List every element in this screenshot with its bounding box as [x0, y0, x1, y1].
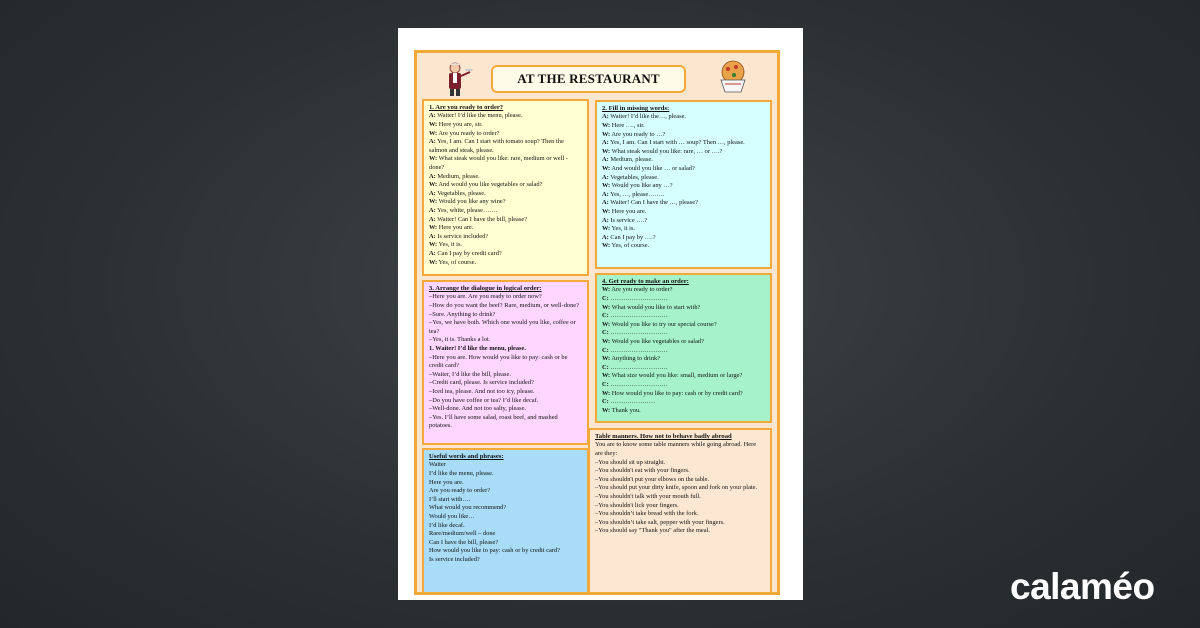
line-text: –You shouldn't lick your fingers.: [595, 501, 679, 509]
speaker-label: W:: [429, 224, 438, 232]
dialogue-line: [429, 121, 582, 130]
dialogue-line: [429, 556, 582, 565]
speaker-label: W:: [602, 147, 611, 155]
dialogue-line: [429, 233, 582, 242]
speaker-label: A:: [429, 138, 436, 146]
section-heading: 3. Arrange the dialogue in logical order:: [429, 285, 542, 292]
dialogue-line: [595, 519, 765, 528]
dialogue-line: [595, 441, 765, 458]
line-text: –You shouldn't eat with your fingers.: [595, 467, 690, 475]
dialogue-line: [429, 461, 582, 470]
line-text: Would you like vegetables or salad?: [610, 337, 704, 345]
line-text: I’d like decaf.: [429, 521, 465, 529]
line-text: Yes, I am. Can I start with tomato soup? Then the salmon and steak, please.: [429, 138, 564, 154]
dialogue-line: [602, 312, 765, 321]
line-text: Here you are, sir.: [437, 121, 483, 128]
line-text: Waiter! Can I have the …, please?: [608, 199, 698, 207]
dialogue-line: [429, 345, 582, 354]
dialogue-line: [602, 182, 765, 191]
dialogue-line: [602, 381, 765, 390]
line-text: ………………………: [608, 346, 668, 354]
line-text: You are to know some table manners while going abroad. Here are they:: [595, 441, 757, 457]
section-arrange-dialogue: [422, 280, 589, 445]
speaker-label: W:: [602, 207, 611, 215]
speaker-label: A:: [602, 199, 609, 207]
line-text: Are you ready to order?: [437, 129, 500, 137]
dialogue-line: [602, 364, 765, 373]
dialogue-line: [429, 405, 582, 414]
speaker-label: C:: [602, 363, 609, 371]
calameo-logo[interactable]: calaméo: [1010, 566, 1155, 607]
line-text: Can I have the bill, please?: [429, 538, 499, 546]
speaker-label: A:: [429, 232, 436, 240]
speaker-label: W:: [429, 241, 438, 249]
dialogue-line: [602, 398, 765, 407]
line-text: Are you ready to order?: [429, 487, 491, 495]
dialogue-line: [602, 113, 765, 122]
line-text: –Iced tea, please. And not too icy, please.: [429, 387, 535, 395]
line-text: –You shouldn’t take bread with the fork.: [595, 510, 699, 518]
dialogue-line: [602, 122, 765, 131]
dialogue-line: [602, 131, 765, 140]
dialogue-line: [602, 321, 765, 330]
dialogue-line: [595, 527, 765, 536]
line-text: –You should put your dirty knife, spoon and fork on your plate.: [595, 484, 758, 492]
line-text: What size would you like: small, medium or large?: [610, 372, 743, 380]
dialogue-line: [602, 295, 765, 304]
line-text: ………………………: [608, 380, 668, 388]
dialogue-line: [429, 496, 582, 505]
dialogue-line: [602, 199, 765, 208]
speaker-label: A:: [429, 215, 436, 223]
speaker-label: A:: [429, 172, 436, 180]
line-text: Are you ready to …?: [610, 130, 666, 138]
line-text: Can I pay by credit card?: [435, 249, 502, 257]
section-heading: 4. Get ready to make an order:: [602, 278, 689, 285]
dialogue-line: [429, 547, 582, 556]
dialogue-line: [429, 293, 582, 302]
speaker-label: 1. Waiter! I’d like the menu, please.: [429, 344, 526, 352]
line-text: Would you like any wine?: [437, 198, 506, 206]
line-text: Is service included?: [435, 232, 489, 240]
line-text: Is service included?: [429, 555, 480, 563]
dialogue-line: [429, 414, 582, 431]
dialogue-line: [595, 476, 765, 485]
dialogue-line: [429, 259, 582, 268]
speaker-label: W:: [429, 198, 438, 206]
line-text: I’ll start with….: [429, 495, 471, 503]
speaker-label: A:: [429, 249, 436, 257]
dialogue-line: [429, 530, 582, 539]
dialogue-line: [429, 388, 582, 397]
line-text: Waiter: [429, 461, 446, 469]
line-text: ………………………: [608, 312, 668, 320]
speaker-label: W:: [602, 130, 611, 138]
line-text: –You shouldn't talk with your mouth full.: [595, 492, 701, 500]
line-text: I’d like the menu, please.: [429, 470, 494, 477]
speaker-label: A:: [602, 156, 609, 164]
speaker-label: W:: [602, 355, 611, 363]
line-text: …………………: [608, 398, 656, 406]
dialogue-line: [602, 208, 765, 217]
dialogue-line: [602, 338, 765, 347]
dialogue-line: [602, 225, 765, 234]
speaker-label: A:: [429, 112, 436, 120]
dialogue-line: [595, 510, 765, 519]
line-text: Would you like any …?: [610, 182, 673, 190]
speaker-label: A:: [429, 206, 436, 214]
dialogue-line: [602, 165, 765, 174]
line-text: What would you recommend?: [429, 504, 507, 512]
speaker-label: W:: [429, 258, 438, 266]
dialogue-line: [602, 347, 765, 356]
dialogue-line: [429, 181, 582, 190]
dialogue-line: [429, 224, 582, 233]
line-text: –Sure. Anything to drink?: [429, 310, 496, 318]
line-text: –Yes, it is. Thanks a lot.: [429, 336, 491, 344]
line-text: Yes, I am. Can I start with … soup? Then …, please.: [608, 139, 745, 147]
speaker-label: A:: [602, 139, 609, 147]
section-make-an-order: [595, 273, 772, 423]
speaker-label: W:: [602, 372, 611, 380]
dialogue-line: [602, 355, 765, 364]
dialogue-line: [595, 493, 765, 502]
dialogue-line: [602, 329, 765, 338]
line-text: Here you are.: [437, 224, 474, 232]
dialogue-line: [595, 502, 765, 511]
dialogue-line: [429, 138, 582, 155]
line-text: –Well-done. And not too salty, please.: [429, 405, 527, 413]
line-text: Rare/medium/well – done: [429, 530, 496, 538]
dialogue-line: [595, 459, 765, 468]
dialogue-line: [602, 139, 765, 148]
line-text: –You shouldn't put your elbows on the table.: [595, 475, 710, 483]
dialogue-line: [602, 156, 765, 165]
line-text: –Yes. I’ll have some salad, roast beef, and mashed potatoes.: [429, 413, 558, 430]
line-text: Yes, it is.: [437, 241, 463, 249]
dialogue-line: [429, 539, 582, 548]
section-useful-phrases: [422, 448, 589, 594]
line-text: –You should sit up straight.: [595, 458, 666, 466]
speaker-label: C:: [602, 398, 609, 406]
line-text: Vegetables, please.: [608, 173, 659, 181]
section-fill-missing-words: [595, 100, 772, 269]
line-text: Medium, please.: [608, 156, 653, 164]
speaker-label: C:: [602, 346, 609, 354]
waiter-icon: [441, 61, 473, 97]
dialogue-line: [429, 173, 582, 182]
line-text: How would you like to pay: cash or by credit card?: [610, 389, 743, 397]
speaker-label: W:: [602, 320, 611, 328]
dialogue-line: [429, 216, 582, 225]
dialogue-line: [429, 302, 582, 311]
dialogue-line: [595, 484, 765, 493]
section-heading: 1. Are you ready to order?: [429, 104, 504, 111]
line-text: –Yes, we have both. Which one would you like, coffee or tea?: [429, 319, 576, 335]
dialogue-line: [429, 513, 582, 522]
dialogue-line: [429, 319, 582, 336]
dialogue-line: [429, 379, 582, 388]
line-text: Medium, please.: [435, 172, 480, 180]
document-page: [398, 28, 803, 600]
speaker-label: A:: [602, 113, 609, 121]
line-text: What would you like to start with?: [610, 303, 701, 311]
speaker-label: C:: [602, 295, 609, 302]
line-text: How would you like to pay: cash or by credit card?: [429, 547, 560, 555]
section-table-manners: [588, 428, 772, 594]
dialogue-line: [602, 372, 765, 381]
line-text: Yes, white, please…….: [435, 206, 498, 214]
line-text: –Here you are. How would you like to pay: cash or be credit card?: [429, 353, 568, 370]
speaker-label: A:: [429, 189, 436, 197]
dialogue-line: [602, 286, 765, 295]
line-text: –Do you have coffee or tea? I’d like decaf.: [429, 396, 539, 404]
dialogue-line: [429, 479, 582, 488]
dialogue-line: [602, 407, 765, 416]
dialogue-line: [602, 174, 765, 183]
speaker-label: C:: [602, 329, 609, 337]
dialogue-line: [429, 336, 582, 345]
dialogue-line: [429, 470, 582, 479]
dialogue-line: [602, 234, 765, 243]
line-text: Waiter! I’d like the…, please.: [608, 113, 687, 121]
speaker-label: W:: [429, 129, 438, 137]
speaker-label: W:: [602, 182, 611, 190]
dialogue-line: [602, 217, 765, 226]
line-text: What steak would you like: rare, … or ….?: [610, 147, 723, 155]
line-text: Yes, it is.: [610, 225, 636, 233]
line-text: Here you are.: [610, 207, 647, 215]
speaker-label: W:: [429, 181, 438, 189]
speaker-label: W:: [602, 337, 611, 345]
speaker-label: W:: [429, 155, 438, 163]
dialogue-line: [429, 190, 582, 199]
line-text: Would you like to try our special course?: [610, 320, 717, 328]
line-text: Waiter! Can I have the bill, please?: [435, 215, 528, 223]
dialogue-line: [429, 354, 582, 371]
speaker-label: W:: [602, 242, 611, 250]
line-text: Here you are.: [429, 478, 464, 486]
speaker-label: W:: [602, 303, 611, 311]
line-text: –You shouldn’t take salt, pepper with your fingers.: [595, 518, 725, 526]
dialogue-line: [429, 311, 582, 320]
dialogue-line: [429, 504, 582, 513]
speaker-label: C:: [602, 380, 609, 388]
dialogue-line: [429, 397, 582, 406]
dialogue-line: [429, 155, 582, 172]
dialogue-line: [602, 148, 765, 157]
line-text: Would you like…: [429, 512, 475, 520]
dialogue-line: [595, 467, 765, 476]
speaker-label: W:: [429, 121, 438, 128]
line-text: ………………………: [608, 363, 668, 371]
speaker-label: C:: [602, 312, 609, 320]
line-text: Vegetables, please.: [435, 189, 486, 197]
dialogue-line: [429, 198, 582, 207]
food-bowl-icon: [716, 58, 750, 96]
dialogue-line: [429, 241, 582, 250]
dialogue-line: [429, 130, 582, 139]
worksheet-title: AT THE RESTAURANT: [491, 65, 686, 93]
line-text: –How do you want the beef? Rare, medium, or well-done?: [429, 302, 579, 309]
line-text: ………………………: [608, 295, 668, 302]
speaker-label: W:: [602, 389, 611, 397]
line-text: Yes, of course.: [610, 242, 650, 250]
speaker-label: W:: [602, 406, 611, 414]
line-text: Anything to drink?: [610, 355, 661, 363]
section-heading: 2. Fill in missing words:: [602, 105, 670, 112]
line-text: Can I pay by ….?: [608, 233, 656, 241]
line-text: –Here you are. Are you ready to order now?: [429, 293, 542, 301]
line-text: –Waiter, I’d like the bill, please.: [429, 370, 511, 378]
line-text: Thank you.: [610, 406, 641, 414]
dialogue-line: [602, 390, 765, 399]
dialogue-line: [602, 191, 765, 200]
dialogue-line: [429, 250, 582, 259]
dialogue-line: [429, 487, 582, 496]
section-ready-to-order: [422, 99, 589, 276]
line-text: Are you ready to order?: [610, 286, 673, 294]
line-text: –Credit card, please. Is service included?: [429, 379, 534, 387]
speaker-label: W:: [602, 122, 611, 129]
speaker-label: A:: [602, 216, 609, 224]
speaker-label: A:: [602, 233, 609, 241]
dialogue-line: [429, 207, 582, 216]
line-text: Is service ….?: [608, 216, 648, 224]
speaker-label: A:: [602, 173, 609, 181]
line-text: Yes, of course.: [437, 258, 477, 266]
speaker-label: A:: [602, 190, 609, 198]
dialogue-line: [602, 304, 765, 313]
line-text: And would you like … or salad?: [610, 164, 695, 172]
speaker-label: W:: [602, 164, 611, 172]
line-text: Waiter! I’d like the menu, please.: [435, 112, 523, 120]
line-text: And would you like vegetables or salad?: [437, 181, 543, 189]
line-text: Here …., sir.: [610, 122, 645, 129]
speaker-label: W:: [602, 286, 611, 294]
dialogue-line: [429, 371, 582, 380]
section-heading: Useful words and phrases:: [429, 453, 504, 460]
line-text: Yes, …, please……..: [608, 190, 665, 198]
line-text: ………………………: [608, 329, 668, 337]
section-heading: Table manners. How not to behave badly abroad: [595, 433, 732, 440]
dialogue-line: [429, 522, 582, 531]
line-text: –You should say "Thank you" after the meal.: [595, 527, 710, 535]
speaker-label: W:: [602, 225, 611, 233]
dialogue-line: [429, 112, 582, 121]
dialogue-line: [602, 242, 765, 251]
line-text: What steak would you like: rare, medium or well - done?: [429, 155, 568, 171]
